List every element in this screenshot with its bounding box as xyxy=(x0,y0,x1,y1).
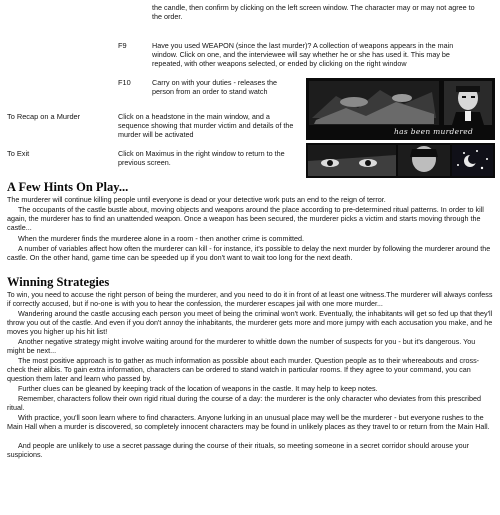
strategies-paragraph-8: And people are unlikely to use a secret passage during the course of their rituals, so meeting someone in a secret corridor should arouse your suspicions. xyxy=(7,441,470,459)
f10-description: Carry on with your duties - releases the person from an order to stand watch xyxy=(152,78,278,96)
strategies-paragraph-4: The most positive approach is to gather as much information as possible about each murder. Question people as to their whereabouts and cross-check their alibis. To gain extra information, characters can be ordered to stand watch in particular rooms. If they agree to your command, you can question them later and learn who passed by. xyxy=(7,356,480,383)
recap-description: Click on a headstone in the main window, and a sequence showing that murder victim and details of the murder will be activated xyxy=(118,112,294,139)
murder-scene-screenshot xyxy=(306,78,495,140)
exit-label: To Exit xyxy=(7,149,30,158)
strategies-paragraph-5: Further clues can be gleaned by keeping track of the location of weapons in the castle. It may help to keep notes. xyxy=(18,384,378,393)
hints-paragraph-1: The murderer will continue killing people until everyone is dead or your detective work puts an end to the reign of terror. xyxy=(7,195,386,204)
murder-caption: has been murdered xyxy=(394,127,474,136)
hints-paragraph-3: When the murderer finds the murderee alone in a room - then another crime is committed. xyxy=(18,234,305,243)
strategies-paragraph-7: With practice, you'll soon learn where to find characters. Anyone lurking in an unusual place may well be the murderer - but everyone rushes to the Main Hall when a murder is discovered, so completely innocent characters may be found in unlikely places as they travel to or return from the Main Hall. xyxy=(7,413,490,431)
hints-paragraph-2: The occupants of the castle bustle about, moving objects and weapons around the place according to pre-determined ritual patterns. In order to kill again, the murderer has to find an unattended weapon. Once a weapon has been secured, the murderer picks a victim and starts moving through the castle... xyxy=(7,205,484,232)
recap-label: To Recap on a Murder xyxy=(7,112,81,121)
strategies-paragraph-1: To win, you need to accuse the right person of being the murderer, and you need to do it in front of at least one witness.The murderer will always confess if correctly accused, but if no-one is with you to hear the confession, the murderer escapes jail with one more murder... xyxy=(7,290,493,308)
exit-description: Click on Maximus in the right window to return to the previous screen. xyxy=(118,149,285,167)
f9-description: Have you used WEAPON (since the last murder)? A collection of weapons appears in the main window. Click on one, and the interviewee will say whether he or she has used it. This may be repeated, with other weapons selected, or ended by clicking on the right window xyxy=(152,41,454,68)
strategies-paragraph-3: Another negative strategy might involve waiting around for the murderer to whittle down the number of suspects for you - but it's dangerous. You might be next... xyxy=(7,337,476,355)
f10-key-label: F10 xyxy=(118,78,131,87)
exit-screenshot xyxy=(306,143,495,178)
f9-key-label: F9 xyxy=(118,41,127,50)
strategies-heading: Winning Strategies xyxy=(7,275,110,289)
exit-faces-art xyxy=(306,143,495,178)
hints-paragraph-4: A number of variables affect how often the murderer can kill - for instance, it's possible to delay the next murder by following the murderer around the castle. On the other hand, game time can be speeded up if you don't want to wait too long for the next death. xyxy=(7,244,491,262)
strategies-paragraph-2: Wandering around the castle accusing each person you meet of being the criminal won't work. Eventually, the inhabitants will get so fed up that they'll throw you out of the castle. And even if you don't annoy the inhabitants, the murderer gets more and more jumpy with each accusation you make, and he moves you higher up his hit list! xyxy=(7,309,493,336)
hints-heading: A Few Hints On Play... xyxy=(7,180,129,194)
order-candle-continuation: the candle, then confirm by clicking on the left screen window. The character may or may not agree to the order. xyxy=(152,3,475,21)
strategies-paragraph-6: Remember, characters follow their own rigid ritual during the course of a day: the murderer is the only character who deviates from this prescribed ritual. xyxy=(7,394,482,412)
